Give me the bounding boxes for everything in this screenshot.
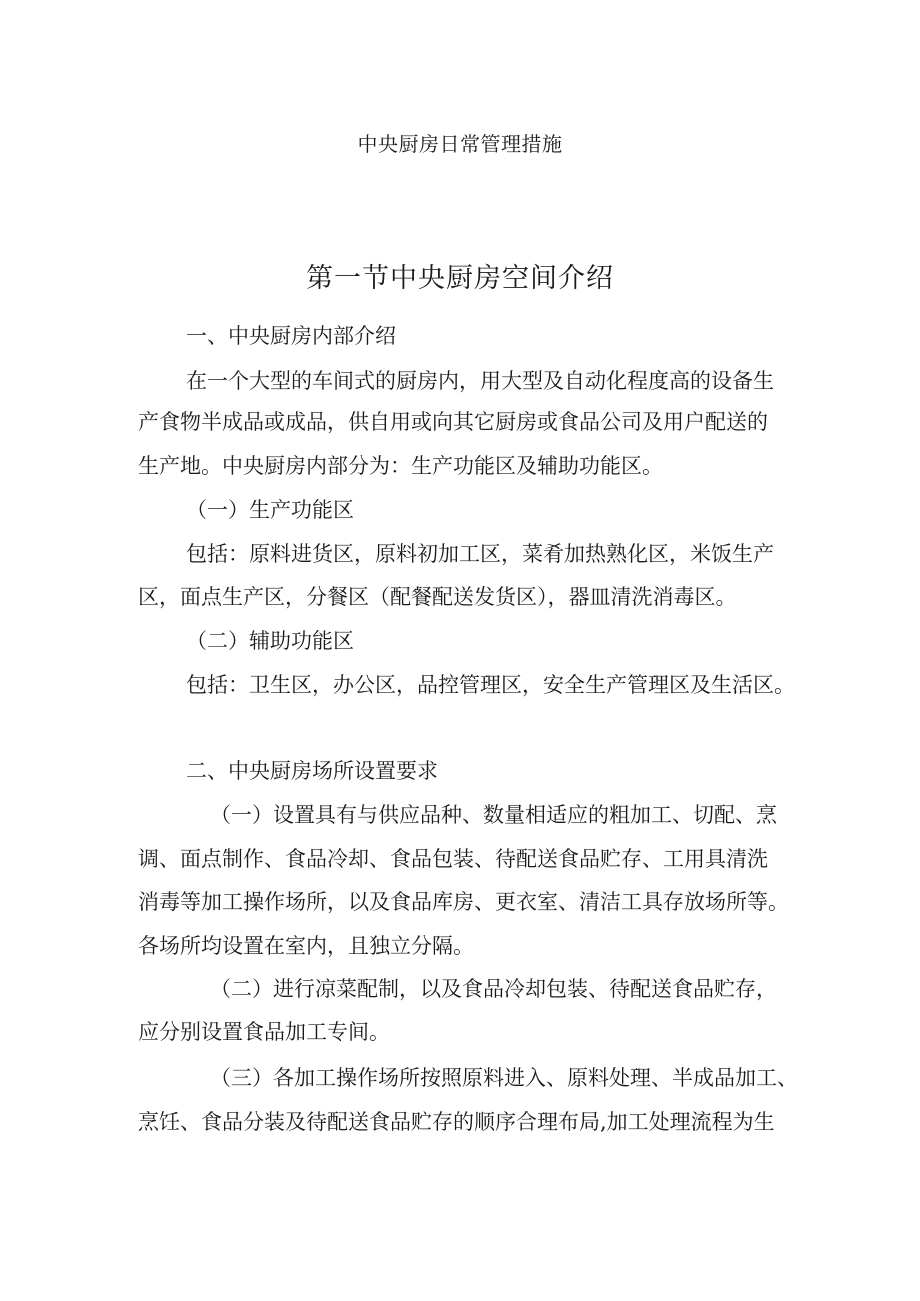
- section-title: 第一节中央厨房空间介绍: [306, 263, 614, 294]
- item1-line-3: 消毒等加工操作场所，以及食品库房、更衣室、清洁工具存放场所等。: [138, 890, 789, 914]
- sub2-line: 包括：卫生区，办公区，品控管理区，安全生产管理区及生活区。: [186, 673, 795, 697]
- item3-line-1: （三）各加工操作场所按照原料进入、原料处理、半成品加工、: [210, 1066, 798, 1090]
- item3-line-2: 烹饪、食品分装及待配送食品贮存的顺序合理布局,加工处理流程为生: [138, 1110, 775, 1134]
- sub2-heading: （二）辅助功能区: [186, 629, 354, 653]
- item1-line-2: 调、面点制作、食品冷却、食品包装、待配送食品贮存、工用具清洗: [138, 847, 768, 871]
- item2-line-1: （二）进行凉菜配制，以及食品冷却包装、待配送食品贮存，: [210, 977, 777, 1001]
- part1-para-line-2: 产食物半成品或成品，供自用或向其它厨房或食品公司及用户配送的: [138, 410, 768, 434]
- item1-line-4: 各场所均设置在室内，且独立分隔。: [138, 934, 474, 958]
- item2-line-2: 应分别设置食品加工专间。: [138, 1020, 390, 1044]
- part1-para-line-3: 生产地。中央厨房内部分为：生产功能区及辅助功能区。: [138, 454, 663, 478]
- document-title: 中央厨房日常管理措施: [357, 132, 563, 156]
- sub1-line-1: 包括：原料进货区，原料初加工区，菜肴加热熟化区，米饭生产: [186, 542, 774, 566]
- part2-heading: 二、中央厨房场所设置要求: [186, 759, 438, 783]
- sub1-line-2: 区，面点生产区，分餐区（配餐配送发货区），器皿清洗消毒区。: [138, 585, 737, 609]
- item1-line-1: （一）设置具有与供应品种、数量相适应的粗加工、切配、烹: [210, 803, 777, 827]
- sub1-heading: （一）生产功能区: [186, 498, 354, 522]
- part1-para-line-1: 在一个大型的车间式的厨房内，用大型及自动化程度高的设备生: [186, 369, 774, 393]
- part1-heading: 一、中央厨房内部介绍: [186, 324, 396, 348]
